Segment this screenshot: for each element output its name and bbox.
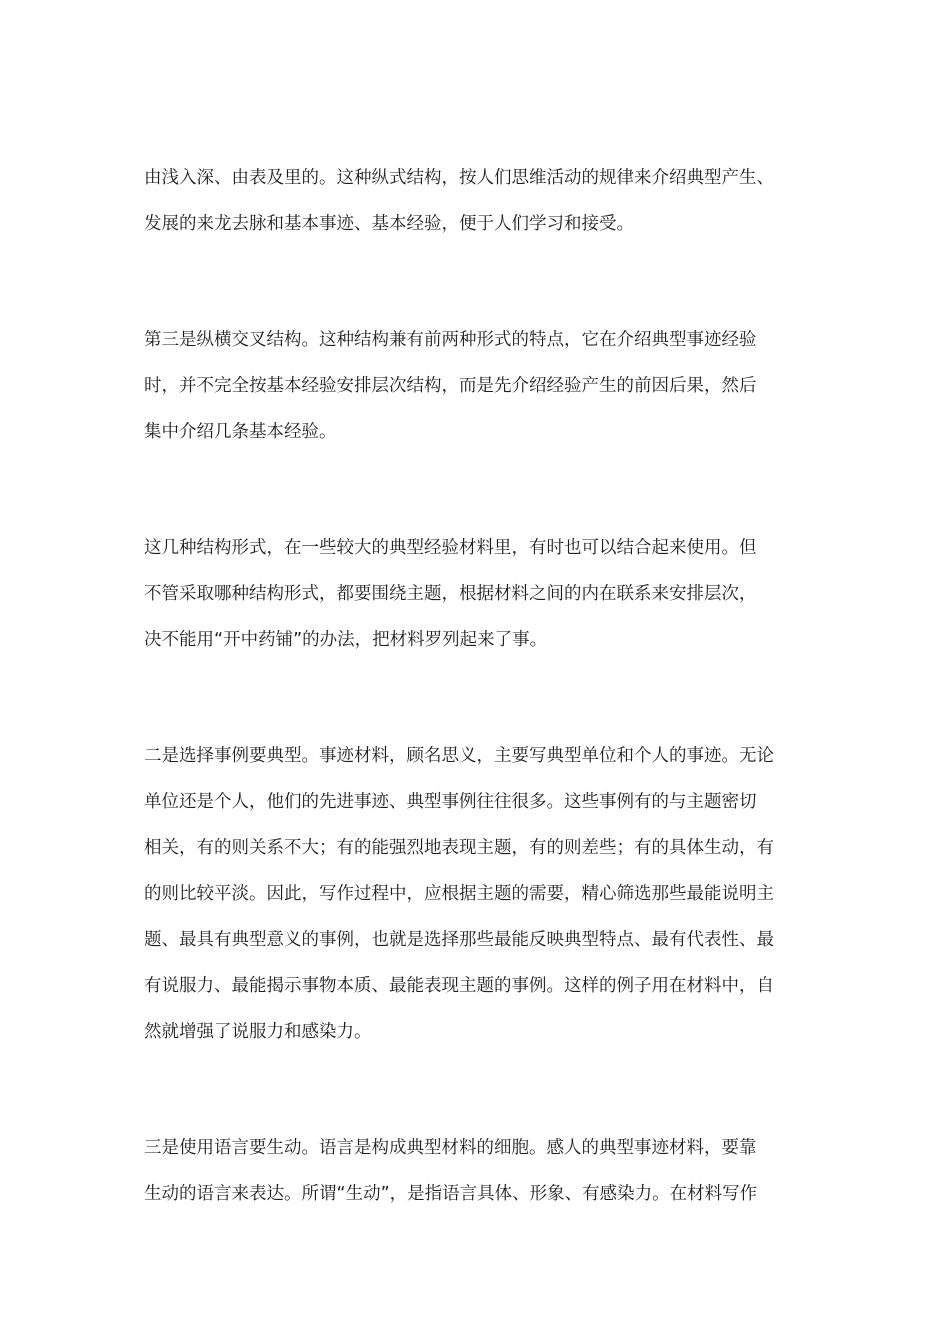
text-line: 然就增强了说服力和感染力。	[144, 1022, 372, 1042]
text-line: 三是使用语言要生动。语言是构成典型材料的细胞。感人的典型事迹材料，要靠	[144, 1138, 757, 1158]
text-line: 相关，有的则关系不大；有的能强烈地表现主题，有的则差些；有的具体生动，有	[144, 838, 774, 858]
paragraph	[144, 1125, 808, 1217]
paragraph	[144, 733, 808, 1055]
text-line: 的则比较平淡。因此，写作过程中，应根据主题的需要，精心筛选那些最能说明主	[144, 884, 774, 904]
text-line: 第三是纵横交叉结构。这种结构兼有前两种形式的特点，它在介绍典型事迹经验	[144, 330, 757, 350]
text-line: 题、最具有典型意义的事例，也就是选择那些最能反映典型特点、最有代表性、最	[144, 930, 774, 950]
text-line: 这几种结构形式，在一些较大的典型经验材料里，有时也可以结合起来使用。但	[144, 538, 757, 558]
text-line: 单位还是个人，他们的先进事迹、典型事例往往很多。这些事例有的与主题密切	[144, 792, 757, 812]
paragraph	[144, 525, 808, 663]
text-line: 生动的语言来表达。所谓“生动”，是指语言具体、形象、有感染力。在材料写作	[144, 1184, 758, 1204]
paragraph	[144, 317, 808, 455]
text-line: 有说服力、最能揭示事物本质、最能表现主题的事例。这样的例子用在材料中，自	[144, 976, 774, 996]
paragraph	[144, 155, 808, 247]
text-line: 时，并不完全按基本经验安排层次结构，而是先介绍经验产生的前因后果，然后	[144, 376, 757, 396]
text-line: 不管采取哪种结构形式，都要围绕主题，根据材料之间的内在联系来安排层次，	[144, 584, 757, 604]
document-body	[144, 155, 808, 1287]
text-line: 决不能用“开中药铺”的办法，把材料罗列起来了事。	[144, 630, 548, 650]
text-line: 集中介绍几条基本经验。	[144, 422, 337, 442]
text-line: 发展的来龙去脉和基本事迹、基本经验，便于人们学习和接受。	[144, 214, 634, 234]
text-line: 二是选择事例要典型。事迹材料，顾名思义，主要写典型单位和个人的事迹。无论	[144, 746, 774, 766]
text-line: 由浅入深、由表及里的。这种纵式结构，按人们思维活动的规律来介绍典型产生、	[144, 168, 774, 188]
